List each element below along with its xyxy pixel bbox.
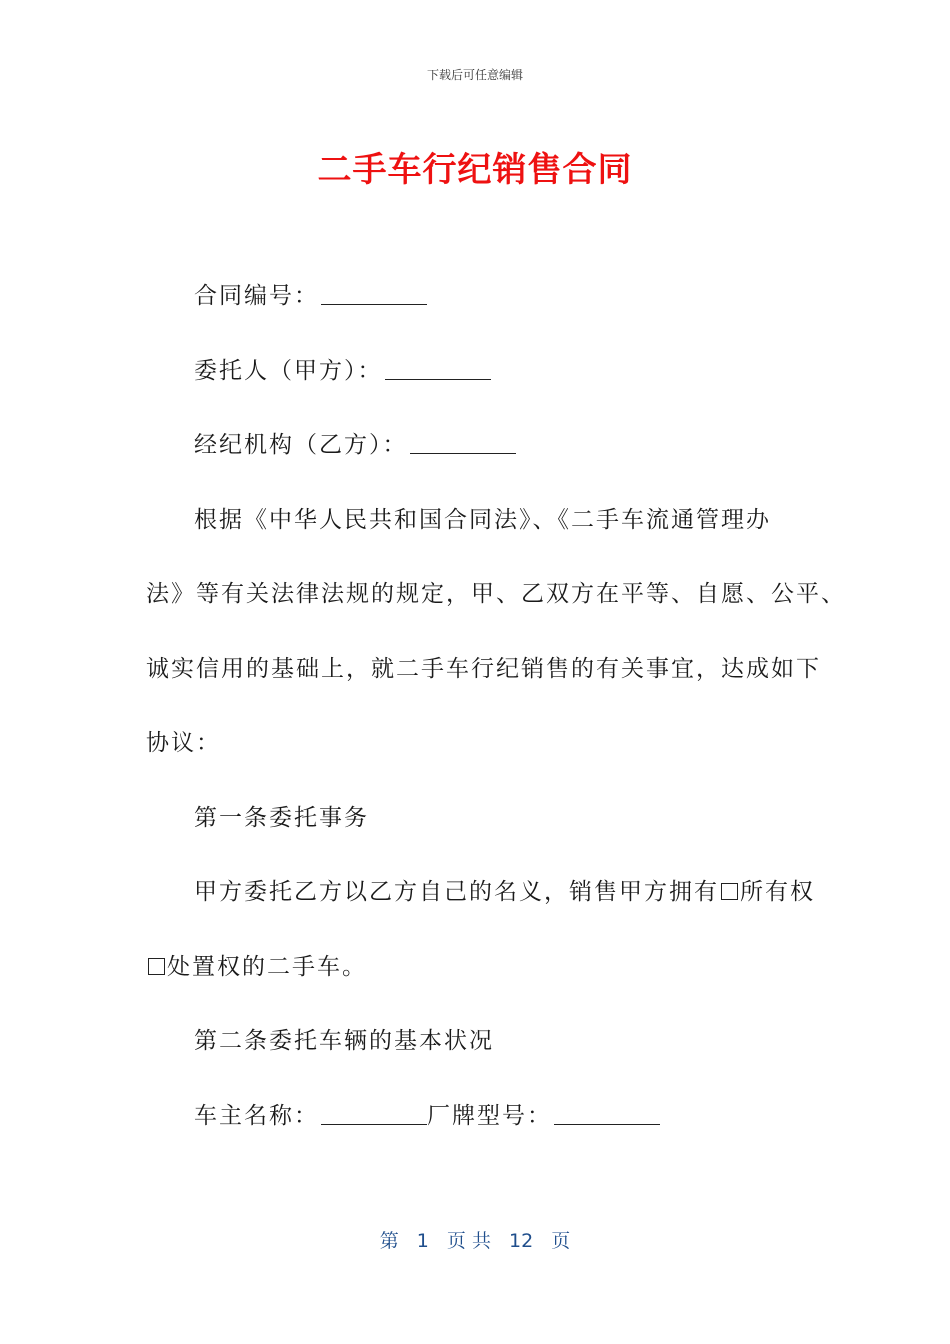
party-b-line [146,425,816,500]
document-title: 二手车行纪销售合同 [317,150,633,190]
owner-name-blank [321,1100,427,1125]
page-middle: 页 共 [446,1230,491,1252]
preamble-line-4: 协议： [146,730,221,756]
article-1-text-line-2 [146,947,816,1022]
article-2-heading: 第二条委托车辆的基本状况 [194,1028,494,1054]
article-1-text-c: 处置权的二手车。 [167,953,367,980]
brand-model-label: 厂牌型号： [427,1102,552,1129]
page-prefix: 第 [379,1230,399,1252]
preamble-line-3: 诚实信用的基础上，就二手车行纪销售的有关事宜，达成如下 [146,655,821,682]
party-a-label: 委托人（甲方）： [194,357,383,384]
party-a-blank [385,355,491,380]
disposal-right-checkbox[interactable] [148,958,165,975]
owner-name-label: 车主名称： [194,1102,319,1129]
page-total: 12 [509,1230,534,1252]
article-1-text-a: 甲方委托乙方以乙方自己的名义，销售甲方拥有 [194,879,719,905]
contract-number-blank [321,280,427,305]
ownership-checkbox[interactable] [721,883,738,900]
article-1-heading: 第一条委托事务 [194,804,369,831]
page-header-note: 下载后可任意编辑 [426,68,523,82]
page-suffix: 页 [551,1230,571,1252]
party-b-label: 经纪机构（乙方）： [194,432,408,458]
preamble-line-2: 法》等有关法律法规的规定，甲、乙双方在平等、自愿、公平、 [146,581,846,607]
preamble-line-1: 根据《中华人民共和国合同法》、《二手车流通管理办 [194,506,771,533]
article-1-text-b: 所有权 [740,879,815,905]
page-footer [0,1226,950,1253]
party-a-line [146,351,816,426]
contract-body [146,276,846,1170]
contract-number-line [146,276,816,351]
brand-model-blank [554,1100,660,1125]
contract-number-label: 合同编号： [194,283,319,309]
page-current: 1 [416,1230,429,1252]
article-1-text-line-1 [146,872,816,947]
party-b-blank [410,429,516,454]
vehicle-info-line [146,1096,816,1171]
